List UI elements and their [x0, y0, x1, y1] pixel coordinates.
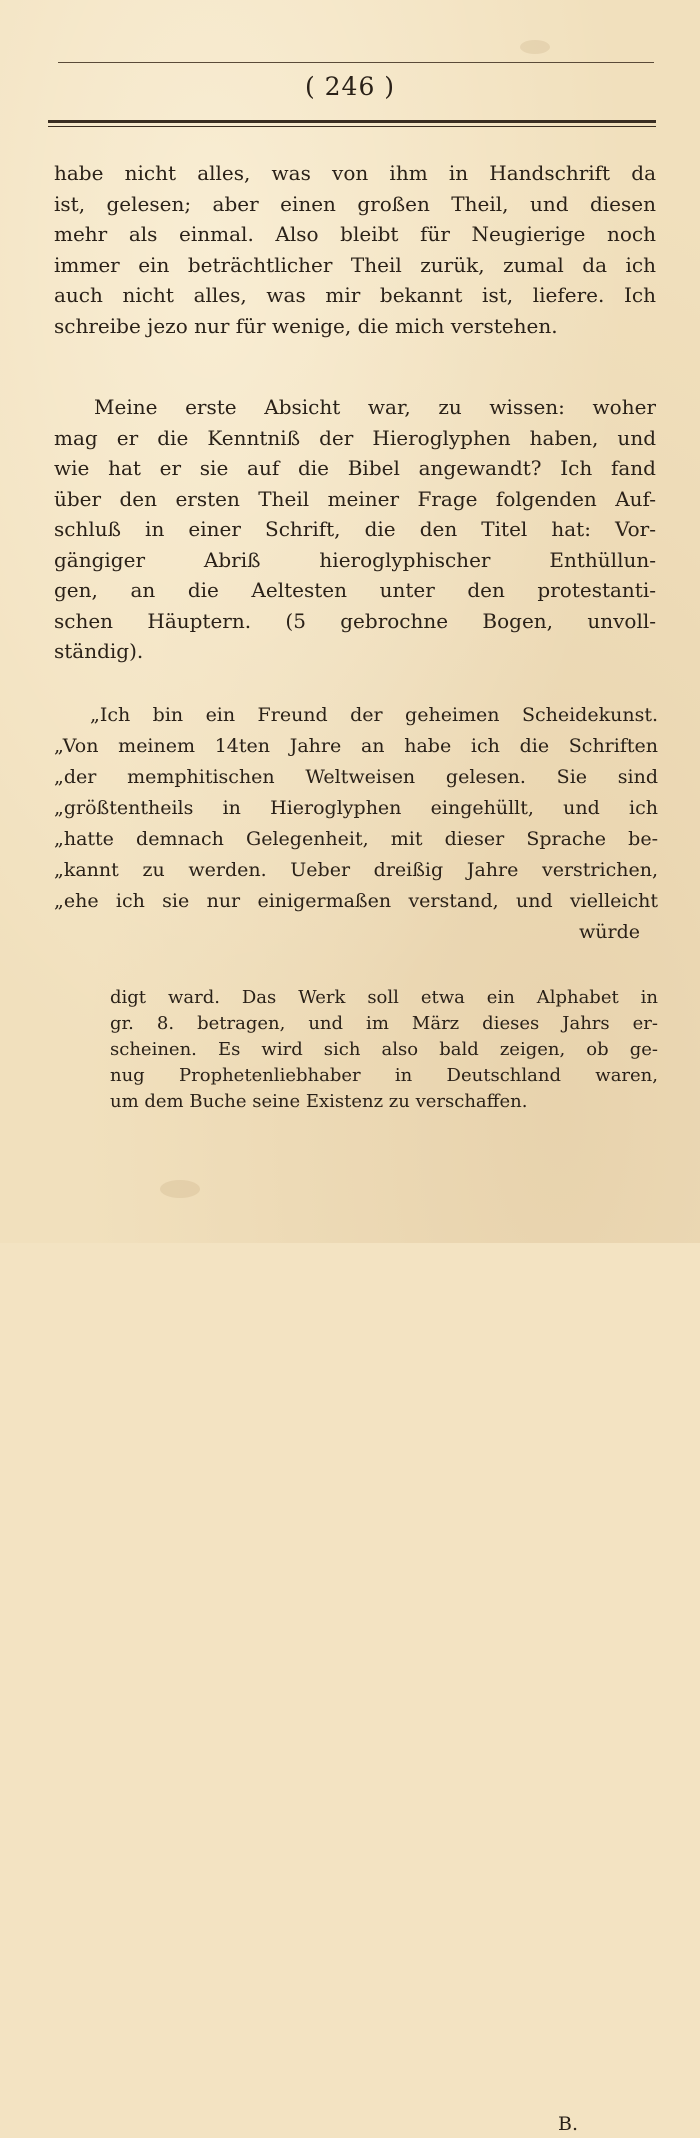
- text-line: Meine erste Absicht war, zu wissen: woher: [94, 395, 656, 419]
- text-line: über den ersten Theil meiner Frage folgenden Auf-: [54, 486, 656, 511]
- footnote-line: nug Prophetenliebhaber in Deutschland waren,: [110, 1065, 658, 1086]
- paper-stain: [160, 1180, 200, 1198]
- top-rule: [58, 62, 654, 63]
- catchword: würde: [579, 921, 640, 943]
- text-line: mag er die Kenntniß der Hieroglyphen haben, und: [54, 425, 656, 450]
- text-line: gängiger Abriß hieroglyphischer Enthüllun-: [54, 547, 656, 572]
- footnote: [110, 985, 658, 2135]
- quote-line: „kannt zu werden. Ueber dreißig Jahre verstrichen,: [54, 859, 658, 881]
- text-line: mehr als einmal. Also bleibt für Neugierige noch: [54, 222, 656, 246]
- paragraph-2: [54, 392, 656, 667]
- text-line: wie hat er sie auf die Bibel angewandt? Ich fand: [54, 456, 656, 480]
- paper-stain: [520, 40, 550, 54]
- text-line: habe nicht alles, was von ihm in Handschrift da: [54, 161, 656, 185]
- quote-line: „Ich bin ein Freund der geheimen Scheidekunst.: [90, 704, 658, 726]
- footnote-line: scheinen. Es wird sich also bald zeigen, ob ge-: [110, 1039, 658, 1060]
- quote-line: „größtentheils in Hieroglyphen eingehüllt, und ich: [54, 797, 658, 819]
- footnote-line: um dem Buche seine Existenz zu verschaffen.: [110, 1091, 528, 1112]
- header-rule: [48, 120, 656, 127]
- text-line: ständig).: [54, 639, 144, 663]
- footnote-signature-wrap: [110, 2111, 658, 2138]
- page-number: ( 246 ): [304, 72, 396, 101]
- text-line: gen, an die Aeltesten unter den protestanti-: [54, 578, 656, 602]
- quote-line: „der memphitischen Weltweisen gelesen. Sie sind: [54, 766, 658, 788]
- footnote-signature: B.: [557, 2113, 578, 2135]
- quotation-block: [54, 700, 658, 948]
- text-line: ist, gelesen; aber einen großen Theil, und diesen: [54, 191, 656, 216]
- paragraph-1: [54, 158, 656, 341]
- text-line: schreibe jezo nur für wenige, die mich verstehen.: [54, 313, 558, 338]
- footnote-line: gr. 8. betragen, und im März dieses Jahrs er-: [110, 1013, 658, 1034]
- text-line: immer ein beträchtlicher Theil zurük, zumal da ich: [54, 252, 656, 277]
- text-line: schluß in einer Schrift, die den Titel hat: Vor-: [54, 517, 656, 541]
- text-line: schen Häuptern. (5 gebrochne Bogen, unvoll-: [54, 608, 656, 633]
- quote-line: „Von meinem 14ten Jahre an habe ich die Schriften: [54, 735, 658, 757]
- quote-line: „ehe ich sie nur einigermaßen verstand, und vielleicht: [54, 890, 658, 912]
- footnote-line: digt ward. Das Werk soll etwa ein Alphabet in: [110, 987, 658, 1008]
- quote-line: „hatte demnach Gelegenheit, mit dieser Sprache be-: [54, 828, 658, 850]
- text-line: auch nicht alles, was mir bekannt ist, liefere. Ich: [54, 283, 656, 307]
